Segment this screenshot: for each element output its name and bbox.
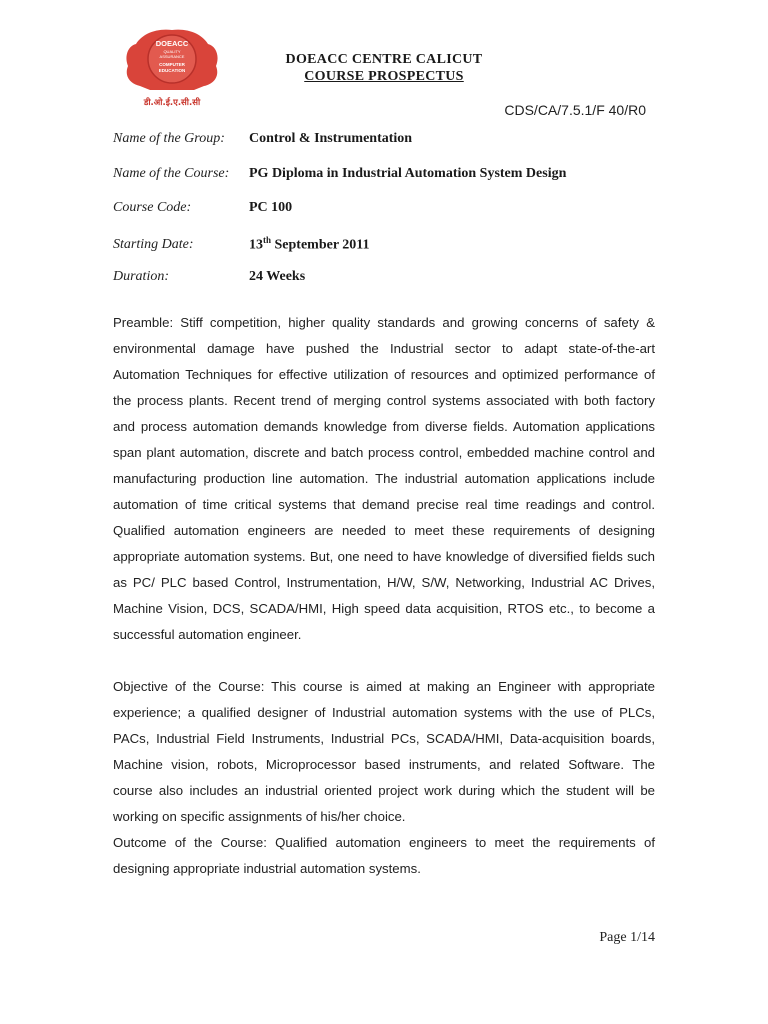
logo-line3: ASSURANCE bbox=[159, 54, 185, 59]
field-course-name bbox=[113, 166, 673, 201]
logo-line1: DOEACC bbox=[155, 39, 189, 48]
field-group bbox=[113, 131, 673, 166]
field-value: Control & Instrumentation bbox=[249, 131, 413, 146]
document-subtitle: COURSE PROSPECTUS bbox=[304, 69, 464, 84]
field-label: Name of the Course: bbox=[113, 165, 230, 181]
page-number: Page 1/14 bbox=[599, 930, 655, 945]
logo-line2: QUALITY bbox=[163, 49, 181, 54]
document-code: CDS/CA/7.5.1/F 40/R0 bbox=[504, 102, 646, 118]
logo-line4: COMPUTER bbox=[159, 62, 185, 67]
objective-paragraph: Objective of the Course: This course is aimed at making an Engineer with appropriate experience; a qualified designer of Industrial automation systems with the use of PLCs, PACs, Industrial Field Instruments, Industrial PCs, SCADA/HMI, Data-acquisition boards, Machine vision, robots, Microprocessor based instruments, and related Software. The course also includes an industrial oriented project work during which the student will be working on specific assignments of his/her choice. bbox=[113, 679, 655, 824]
field-label: Duration: bbox=[113, 269, 169, 284]
field-value: PG Diploma in Industrial Automation System Design bbox=[249, 165, 567, 181]
field-value: PC 100 bbox=[249, 200, 293, 215]
date-day: 13 bbox=[249, 237, 263, 253]
field-duration bbox=[113, 269, 673, 304]
logo-line5: EDUCATION bbox=[158, 68, 186, 73]
field-course-code bbox=[113, 200, 673, 235]
field-label: Starting Date: bbox=[113, 237, 194, 253]
field-value: 24 Weeks bbox=[249, 269, 306, 284]
date-suffix: th bbox=[263, 234, 272, 245]
preamble-paragraph: Preamble: Stiff competition, higher quality standards and growing concerns of safety & environmental damage have pushed the Industrial sector to adapt state-of-the-art Automation Techniques for effective utilization of resources and optimized performance of the process plants. Recent trend of merging control systems associated with both factory and process automation demands knowledge from diverse fields. Automation applications span plant automation, discrete and batch process control, embedded machine control and manufacturing production line automation. The industrial automation applications include automation of time critical systems that demand precise real time readings and control. Qualified automation engineers are needed to meet these requirements of designing appropriate automation systems. But, one need to have knowledge of diversified fields such as PC/ PLC based Control, Instrumentation, H/W, S/W, Networking, Industrial AC Drives, Machine Vision, DCS, SCADA/HMI, High speed data acquisition, RTOS etc., to become a successful automation engineer. bbox=[113, 315, 655, 642]
outcome-paragraph: Outcome of the Course: Qualified automation engineers to meet the requirements of designing appropriate industrial automation systems. bbox=[113, 835, 655, 876]
field-label: Name of the Group: bbox=[113, 131, 225, 146]
document-body bbox=[113, 310, 655, 882]
field-label: Course Code: bbox=[113, 200, 192, 215]
logo-hindi: डी.ओ.ई.ए.सी.सी bbox=[143, 98, 201, 108]
date-rest: September 2011 bbox=[271, 237, 370, 253]
document-title: DOEACC CENTRE CALICUT bbox=[285, 52, 483, 67]
field-starting-date bbox=[113, 235, 673, 270]
field-value bbox=[249, 235, 370, 254]
header bbox=[0, 52, 768, 85]
course-details bbox=[113, 131, 673, 304]
